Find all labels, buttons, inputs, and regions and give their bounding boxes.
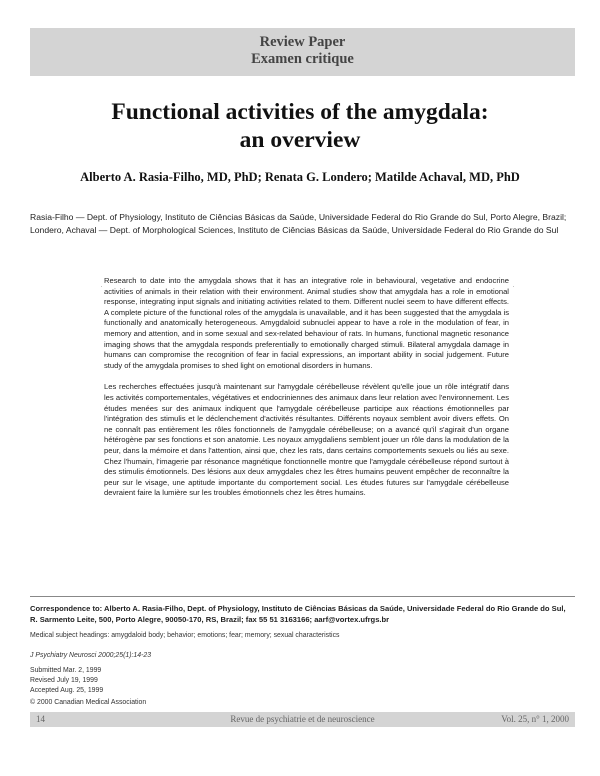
revised-date: Revised July 19, 1999 [30, 677, 98, 684]
author-list: Alberto A. Rasia-Filho, MD, PhD; Renata G. Londero; Matilde Achaval, MD, PhD [80, 170, 520, 184]
author-affiliations: Rasia-Filho — Dept. of Physiology, Instituto de Ciências Básicas da Saúde, Universidade Federal do Rio Grande do Sul, Porto Alegre, Brazil; Londero, Achaval — Dept. of Morphological Sciences, Instituto de Ciências Básicas da Saúde, Universidade Federal do Rio Grande do Sul [30, 212, 567, 235]
article-title-line-1: Functional activities of the amygdala: [111, 99, 489, 125]
section-divider [30, 596, 575, 597]
citation-text: J Psychiatry Neurosci 2000;25(1):14-23 [30, 652, 152, 659]
article-title [0, 98, 600, 154]
journal-name: Revue de psychiatrie et de neuroscience [230, 714, 375, 724]
submitted-date: Submitted Mar. 2, 1999 [30, 667, 102, 674]
volume-info: Vol. 25, n° 1, 2000 [501, 714, 569, 724]
abstract-french: Les recherches effectuées jusqu'à maintenant sur l'amygdale cérébelleuse révèlent qu'elle joue un rôle intégratif dans les activités comportementales, végétatives et endocriniennes des animaux dans leur relation avec l'environnement. Les études menées sur des animaux indiquent que l'amygdale cérébelleuse participe aux réactions émotionnelles par l'intégration des stimulis et le déclenchement d'activités résultantes. Différents noyaux semblent avoir divers effets. On ne connaît pas entièrement les rôles fonctionnels de l'amygdale cérébelleuse; on a avancé qu'il s'agirait d'un organe hétérogène par ses fonctions et son anatomie. Les noyaux amygdaliens semblent jouer un rôle dans la modulation de la peur, dans la mémoire et dans l'attention, ainsi que, chez les rats, dans certains comportements sexuels ou liés au sexe. Chez l'humain, l'imagerie par résonance magnétique fonctionnelle montre que l'amygdale cérébelleuse répond surtout à des stimulis émotionnels. Des lésions aux deux amygdales chez les êtres humains peuvent empêcher de reconnaître la peur sur le visage, une aptitude importante du comportement social. Les études futures sur l'amygdale cérébelleuse devraient faire la lumière sur les troubles émotionnels chez les êtres humains. [104, 382, 509, 498]
article-type-banner [30, 28, 575, 76]
accepted-date: Accepted Aug. 25, 1999 [30, 687, 104, 694]
subject-headings [30, 631, 575, 641]
article-dates [30, 666, 575, 708]
article-type-english: Review Paper [259, 34, 346, 50]
decorative-dots: · [100, 281, 106, 291]
abstract [104, 276, 509, 510]
abstract-english: Research to date into the amygdala shows that it has an integrative role in behavioural, vegetative and endocrine activities of animals in their relation with their environment. Animal studies show that amygdala has a role in emotional response, integrating input signals and initiating activities related to them. Different nuclei seem to have different effects. A complete picture of the functional roles of the amygdala is unavailable, and it has been suggested that the amygdala is functionally and anatomically heterogeneous. Amygdaloid subnuclei appear to have a role in the modulation of fear, in memory and attention, and in some sexual and sex-related behaviour of rats. In humans, functional magnetic resonance imaging shows that the amygdala responds preferentially to emotionally charged stimuli. Bilateral amygdala damage in humans can compromise the recognition of fear in facial expressions, an important ability in social judgement. Future study of the amygdala promises to shed light on emotional disorders in humans. [104, 276, 509, 370]
citation [30, 651, 575, 661]
copyright-notice: © 2000 Canadian Medical Association [30, 699, 147, 706]
article-type-french: Examen critique [251, 51, 354, 67]
correspondence: Correspondence to: Alberto A. Rasia-Filho, Dept. of Physiology, Instituto de Ciências Básicas da Saúde, Universidade Federal do Rio Grande do Sul, R. Sarmento Leite, 500, Porto Alegre, 90050-170, RS, Brazil; fax 55 51 3163166; aarf@vortex.ufrgs.br [30, 604, 566, 624]
subject-headings-text: Medical subject headings: amygdaloid body; behavior; emotions; fear; memory; sexual characteristics [30, 632, 340, 639]
decorative-dots: · [512, 281, 518, 291]
page-footer [30, 712, 575, 727]
article-title-line-2: an overview [239, 127, 361, 153]
page-number: 14 [36, 714, 45, 724]
